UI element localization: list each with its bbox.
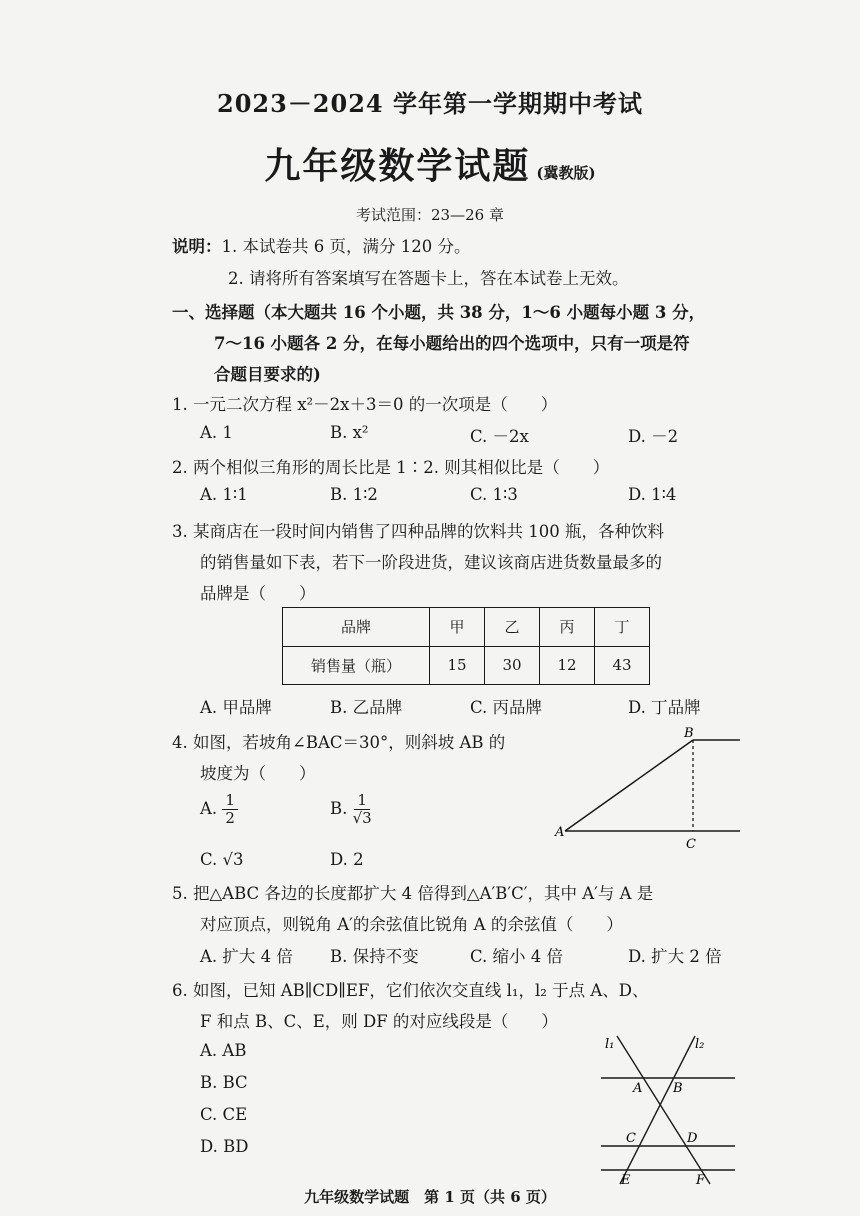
point-a-label: A [555, 825, 565, 840]
point-e-label: E [621, 1173, 631, 1186]
q2-option-c: C. 1∶3 [470, 485, 518, 504]
q4-line-2: 坡度为（ ） [200, 764, 316, 783]
sales-table [282, 607, 650, 685]
q1-option-b: B. x² [330, 423, 369, 442]
q4-option-a-fraction [222, 792, 238, 827]
q6-option-b: B. BC [200, 1073, 248, 1092]
notes-label: 说明： [172, 237, 222, 256]
slope-figure [550, 724, 740, 854]
q4-line-1: 4. 如图，若坡角∠BAC＝30°，则斜坡 AB 的 [172, 733, 506, 752]
q6-line-2: F 和点 B、C、E，则 DF 的对应线段是（ ） [200, 1012, 558, 1031]
exam-title [0, 138, 860, 189]
q4-option-d: D. 2 [330, 850, 364, 869]
table-cell-brand: 丁 [595, 608, 650, 647]
point-f-label: F [696, 1173, 706, 1186]
table-cell-sales: 15 [430, 646, 485, 685]
point-b-label: B [673, 1081, 683, 1096]
table-header-sales: 销售量（瓶） [283, 646, 430, 685]
page-footer: 九年级数学试题 第 1 页（共 6 页） [304, 1188, 556, 1206]
q2-stem: 2. 两个相似三角形的周长比是 1∶2. 则其相似比是（ ） [172, 458, 610, 477]
exam-edition: (冀教版) [536, 164, 596, 182]
q5-line-1: 5. 把△ABC 各边的长度都扩大 4 倍得到△A′B′C′，其中 A′与 A 是 [172, 884, 654, 903]
exam-title-text: 九年级数学试题 [264, 145, 531, 187]
point-b-label: B [684, 726, 694, 741]
q5-line-2: 对应顶点，则锐角 A′的余弦值比锐角 A 的余弦值（ ） [200, 915, 623, 934]
q5-option-a: A. 扩大 4 倍 [200, 947, 293, 966]
q6-option-c: C. CE [200, 1105, 248, 1124]
table-cell-sales: 12 [540, 646, 595, 685]
table-row [283, 608, 650, 647]
exam-scope: 考试范围：23—26 章 [356, 206, 504, 224]
fraction-denominator: 2 [225, 809, 235, 827]
q3-line-3: 品牌是（ ） [200, 584, 316, 603]
q3-option-d: D. 丁品牌 [628, 698, 701, 717]
q1-option-a: A. 1 [200, 423, 233, 442]
q1-stem: 1. 一元二次方程 x²－2x＋3＝0 的一次项是（ ） [172, 395, 558, 414]
q2-option-a: A. 1∶1 [200, 485, 248, 504]
table-cell-brand: 乙 [485, 608, 540, 647]
notes-text-1: 1. 本试卷共 6 页，满分 120 分。 [221, 237, 471, 256]
q1-option-d: D. －2 [628, 427, 679, 446]
q4-option-b-prefix: B. [330, 799, 348, 818]
point-d-label: D [687, 1131, 698, 1146]
q2-option-d: D. 1∶4 [628, 485, 677, 504]
q4-option-b [330, 792, 372, 827]
q5-option-d: D. 扩大 2 倍 [628, 947, 722, 966]
table-cell-brand: 丙 [540, 608, 595, 647]
q3-option-a: A. 甲品牌 [200, 698, 272, 717]
parallel-lines-figure [595, 1028, 740, 1186]
fraction-numerator: 1 [354, 792, 370, 810]
section1-line-2: 7～16 小题各 2 分，在每小题给出的四个选项中，只有一项是符 [214, 334, 690, 353]
q4-option-c: C. √3 [200, 850, 244, 869]
q6-option-d: D. BD [200, 1137, 249, 1156]
q3-option-b: B. 乙品牌 [330, 698, 403, 717]
table-cell-brand: 甲 [430, 608, 485, 647]
point-c-label: C [686, 837, 696, 852]
point-c-label: C [626, 1131, 636, 1146]
table-row [283, 646, 650, 685]
notes-line-1 [172, 233, 470, 257]
q6-line-1: 6. 如图，已知 AB∥CD∥EF，它们依次交直线 l₁，l₂ 于点 A、D、 [172, 981, 649, 1000]
fraction-denominator: √3 [352, 809, 372, 827]
fraction-numerator: 1 [222, 792, 238, 810]
q5-option-c: C. 缩小 4 倍 [470, 947, 564, 966]
table-cell-sales: 43 [595, 646, 650, 685]
l1-label: l₁ [605, 1037, 615, 1052]
q5-option-b: B. 保持不变 [330, 947, 419, 966]
q3-option-c: C. 丙品牌 [470, 698, 543, 717]
q3-line-2: 的销售量如下表，若下一阶段进货，建议该商店进货数量最多的 [200, 553, 662, 572]
l2-label: l₂ [695, 1037, 705, 1052]
q4-option-b-fraction [353, 792, 372, 827]
q6-option-a: A. AB [200, 1041, 247, 1060]
q1-option-c: C. －2x [470, 427, 529, 446]
point-a-label: A [633, 1081, 643, 1096]
notes-line-2: 2. 请将所有答案填写在答题卡上，答在本试卷上无效。 [228, 269, 629, 288]
q2-option-b: B. 1∶2 [330, 485, 378, 504]
section1-line-3: 合题目要求的) [214, 365, 321, 384]
slope-line [565, 740, 693, 831]
table-header-brand: 品牌 [283, 608, 430, 647]
exam-header: 2023－2024 学年第一学期期中考试 [217, 89, 643, 118]
table-cell-sales: 30 [485, 646, 540, 685]
q4-option-a-prefix: A. [200, 799, 218, 818]
q3-line-1: 3. 某商店在一段时间内销售了四种品牌的饮料共 100 瓶，各种饮料 [172, 522, 664, 541]
q4-option-a [200, 792, 238, 827]
section1-line-1: 一、选择题（本大题共 16 个小题，共 38 分，1～6 小题每小题 3 分， [172, 303, 706, 322]
